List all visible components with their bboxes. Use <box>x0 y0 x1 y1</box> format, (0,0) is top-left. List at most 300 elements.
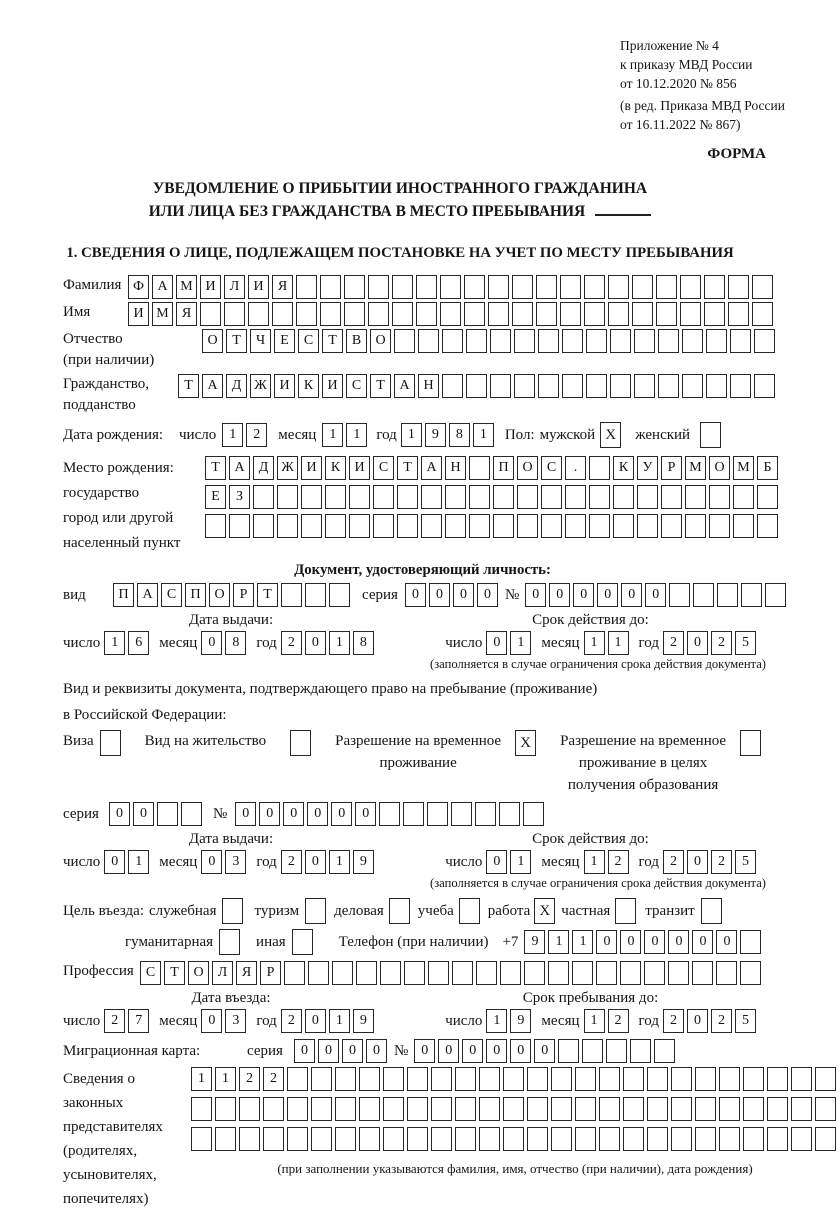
form-cell[interactable]: 0 <box>201 1009 222 1033</box>
form-cell[interactable] <box>647 1067 668 1091</box>
form-cell[interactable] <box>815 1067 836 1091</box>
form-cell[interactable]: 2 <box>711 631 732 655</box>
form-cell[interactable]: 0 <box>462 1039 483 1063</box>
form-cell[interactable] <box>586 329 607 353</box>
form-cell[interactable]: 0 <box>573 583 594 607</box>
form-cell[interactable]: 1 <box>104 631 125 655</box>
form-cell[interactable]: 5 <box>735 1009 756 1033</box>
form-cell[interactable]: И <box>200 275 221 299</box>
form-cell[interactable]: 1 <box>191 1067 212 1091</box>
form-cell[interactable]: 0 <box>687 631 708 655</box>
form-cell[interactable] <box>560 275 581 299</box>
form-cell[interactable]: Д <box>253 456 274 480</box>
form-cell[interactable]: Р <box>233 583 254 607</box>
form-cell[interactable] <box>584 302 605 326</box>
form-cell[interactable] <box>562 329 583 353</box>
form-cell[interactable] <box>757 514 778 538</box>
form-cell[interactable] <box>661 514 682 538</box>
form-cell[interactable]: 2 <box>281 631 302 655</box>
form-cell[interactable] <box>695 1097 716 1121</box>
form-cell[interactable] <box>311 1127 332 1151</box>
residence-permit-checkbox[interactable] <box>290 730 311 756</box>
form-cell[interactable]: М <box>176 275 197 299</box>
form-cell[interactable]: 0 <box>621 583 642 607</box>
form-cell[interactable] <box>479 1097 500 1121</box>
form-cell[interactable] <box>479 1067 500 1091</box>
form-cell[interactable] <box>224 302 245 326</box>
form-cell[interactable]: 3 <box>225 850 246 874</box>
form-cell[interactable] <box>320 275 341 299</box>
form-cell[interactable]: Б <box>757 456 778 480</box>
form-cell[interactable]: 0 <box>644 930 665 954</box>
purpose-tourism-checkbox[interactable] <box>305 898 326 924</box>
form-cell[interactable] <box>455 1127 476 1151</box>
form-cell[interactable]: 0 <box>687 1009 708 1033</box>
form-cell[interactable] <box>527 1067 548 1091</box>
form-cell[interactable]: Т <box>397 456 418 480</box>
form-cell[interactable]: 2 <box>663 631 684 655</box>
form-cell[interactable] <box>455 1067 476 1091</box>
form-cell[interactable]: 5 <box>735 631 756 655</box>
form-cell[interactable]: 1 <box>401 423 422 447</box>
form-cell[interactable]: 0 <box>716 930 737 954</box>
form-cell[interactable] <box>503 1067 524 1091</box>
form-cell[interactable]: 1 <box>346 423 367 447</box>
form-cell[interactable] <box>499 802 520 826</box>
form-cell[interactable]: Ж <box>250 374 271 398</box>
purpose-other-checkbox[interactable] <box>292 929 313 955</box>
form-cell[interactable] <box>157 802 178 826</box>
form-cell[interactable]: 1 <box>215 1067 236 1091</box>
form-cell[interactable]: 0 <box>283 802 304 826</box>
form-cell[interactable] <box>541 485 562 509</box>
form-cell[interactable] <box>716 961 737 985</box>
form-cell[interactable] <box>517 514 538 538</box>
form-cell[interactable] <box>215 1097 236 1121</box>
form-cell[interactable]: 2 <box>281 1009 302 1033</box>
form-cell[interactable] <box>488 275 509 299</box>
visa-checkbox[interactable] <box>100 730 121 756</box>
form-cell[interactable]: 9 <box>425 423 446 447</box>
form-cell[interactable] <box>575 1097 596 1121</box>
purpose-work-checkbox[interactable]: X <box>534 898 555 924</box>
form-cell[interactable] <box>620 961 641 985</box>
form-cell[interactable] <box>669 583 690 607</box>
form-cell[interactable] <box>661 485 682 509</box>
form-cell[interactable] <box>740 961 761 985</box>
form-cell[interactable]: М <box>733 456 754 480</box>
form-cell[interactable] <box>428 961 449 985</box>
form-cell[interactable] <box>637 514 658 538</box>
form-cell[interactable]: Ф <box>128 275 149 299</box>
form-cell[interactable]: С <box>346 374 367 398</box>
form-cell[interactable] <box>791 1127 812 1151</box>
form-cell[interactable]: 6 <box>128 631 149 655</box>
form-cell[interactable]: А <box>421 456 442 480</box>
form-cell[interactable] <box>442 329 463 353</box>
form-cell[interactable] <box>685 514 706 538</box>
form-cell[interactable] <box>623 1067 644 1091</box>
form-cell[interactable]: 2 <box>663 850 684 874</box>
form-cell[interactable] <box>469 514 490 538</box>
form-cell[interactable] <box>606 1039 627 1063</box>
form-cell[interactable]: Т <box>322 329 343 353</box>
form-cell[interactable] <box>277 485 298 509</box>
form-cell[interactable] <box>311 1067 332 1091</box>
form-cell[interactable]: М <box>685 456 706 480</box>
form-cell[interactable] <box>767 1127 788 1151</box>
form-cell[interactable] <box>623 1097 644 1121</box>
form-cell[interactable] <box>263 1097 284 1121</box>
form-cell[interactable] <box>608 275 629 299</box>
form-cell[interactable] <box>740 930 761 954</box>
form-cell[interactable] <box>301 485 322 509</box>
form-cell[interactable] <box>407 1127 428 1151</box>
form-cell[interactable]: З <box>229 485 250 509</box>
form-cell[interactable] <box>752 302 773 326</box>
form-cell[interactable]: 0 <box>477 583 498 607</box>
form-cell[interactable] <box>407 1097 428 1121</box>
form-cell[interactable] <box>476 961 497 985</box>
form-cell[interactable] <box>440 302 461 326</box>
form-cell[interactable] <box>512 275 533 299</box>
purpose-study-checkbox[interactable] <box>459 898 480 924</box>
form-cell[interactable] <box>596 961 617 985</box>
form-cell[interactable] <box>349 514 370 538</box>
form-cell[interactable]: 2 <box>281 850 302 874</box>
form-cell[interactable]: И <box>274 374 295 398</box>
form-cell[interactable] <box>359 1127 380 1151</box>
form-cell[interactable] <box>575 1067 596 1091</box>
form-cell[interactable]: 2 <box>104 1009 125 1033</box>
form-cell[interactable] <box>263 1127 284 1151</box>
form-cell[interactable] <box>503 1127 524 1151</box>
form-cell[interactable]: И <box>301 456 322 480</box>
form-cell[interactable] <box>475 802 496 826</box>
form-cell[interactable] <box>733 514 754 538</box>
form-cell[interactable]: 8 <box>449 423 470 447</box>
form-cell[interactable] <box>427 802 448 826</box>
form-cell[interactable] <box>524 961 545 985</box>
form-cell[interactable] <box>416 302 437 326</box>
form-cell[interactable]: Т <box>257 583 278 607</box>
form-cell[interactable]: Я <box>272 275 293 299</box>
form-cell[interactable]: 0 <box>687 850 708 874</box>
form-cell[interactable]: 1 <box>510 850 531 874</box>
purpose-business-checkbox[interactable] <box>389 898 410 924</box>
form-cell[interactable] <box>551 1067 572 1091</box>
form-cell[interactable] <box>671 1067 692 1091</box>
form-cell[interactable] <box>344 275 365 299</box>
form-cell[interactable] <box>311 1097 332 1121</box>
form-cell[interactable]: А <box>137 583 158 607</box>
form-cell[interactable]: В <box>346 329 367 353</box>
form-cell[interactable] <box>325 514 346 538</box>
form-cell[interactable] <box>613 514 634 538</box>
form-cell[interactable] <box>284 961 305 985</box>
form-cell[interactable] <box>647 1127 668 1151</box>
form-cell[interactable] <box>754 329 775 353</box>
purpose-official-checkbox[interactable] <box>222 898 243 924</box>
form-cell[interactable] <box>392 302 413 326</box>
form-cell[interactable]: 1 <box>329 1009 350 1033</box>
form-cell[interactable]: Р <box>260 961 281 985</box>
form-cell[interactable] <box>329 583 350 607</box>
form-cell[interactable] <box>503 1097 524 1121</box>
form-cell[interactable]: П <box>493 456 514 480</box>
form-cell[interactable]: 9 <box>524 930 545 954</box>
form-cell[interactable]: А <box>152 275 173 299</box>
form-cell[interactable] <box>272 302 293 326</box>
form-cell[interactable] <box>287 1067 308 1091</box>
form-cell[interactable]: 0 <box>486 1039 507 1063</box>
form-cell[interactable] <box>680 275 701 299</box>
form-cell[interactable]: 1 <box>584 1009 605 1033</box>
form-cell[interactable]: А <box>202 374 223 398</box>
form-cell[interactable]: Т <box>178 374 199 398</box>
form-cell[interactable] <box>239 1097 260 1121</box>
form-cell[interactable]: А <box>394 374 415 398</box>
form-cell[interactable] <box>658 329 679 353</box>
form-cell[interactable]: 0 <box>305 631 326 655</box>
form-cell[interactable] <box>418 329 439 353</box>
form-cell[interactable] <box>671 1097 692 1121</box>
form-cell[interactable]: 0 <box>235 802 256 826</box>
form-cell[interactable]: 8 <box>225 631 246 655</box>
form-cell[interactable] <box>527 1127 548 1151</box>
form-cell[interactable] <box>695 1127 716 1151</box>
form-cell[interactable]: 0 <box>620 930 641 954</box>
form-cell[interactable] <box>368 302 389 326</box>
form-cell[interactable]: 3 <box>225 1009 246 1033</box>
form-cell[interactable] <box>565 485 586 509</box>
form-cell[interactable] <box>205 514 226 538</box>
form-cell[interactable] <box>466 329 487 353</box>
form-cell[interactable] <box>685 485 706 509</box>
form-cell[interactable] <box>551 1127 572 1151</box>
form-cell[interactable] <box>582 1039 603 1063</box>
form-cell[interactable]: 2 <box>663 1009 684 1033</box>
form-cell[interactable] <box>469 485 490 509</box>
form-cell[interactable] <box>248 302 269 326</box>
form-cell[interactable] <box>589 485 610 509</box>
form-cell[interactable]: 0 <box>305 1009 326 1033</box>
form-cell[interactable] <box>394 329 415 353</box>
form-cell[interactable]: 2 <box>263 1067 284 1091</box>
temp-residence-checkbox[interactable]: X <box>515 730 536 756</box>
form-cell[interactable]: К <box>325 456 346 480</box>
form-cell[interactable] <box>791 1067 812 1091</box>
form-cell[interactable] <box>335 1067 356 1091</box>
form-cell[interactable]: 0 <box>307 802 328 826</box>
form-cell[interactable] <box>575 1127 596 1151</box>
form-cell[interactable]: Т <box>164 961 185 985</box>
form-cell[interactable]: Д <box>226 374 247 398</box>
form-cell[interactable] <box>671 1127 692 1151</box>
form-cell[interactable]: О <box>709 456 730 480</box>
form-cell[interactable]: Я <box>236 961 257 985</box>
form-cell[interactable]: 0 <box>342 1039 363 1063</box>
form-cell[interactable] <box>383 1097 404 1121</box>
form-cell[interactable] <box>332 961 353 985</box>
form-cell[interactable]: 0 <box>294 1039 315 1063</box>
form-cell[interactable] <box>383 1127 404 1151</box>
form-cell[interactable]: П <box>185 583 206 607</box>
form-cell[interactable] <box>301 514 322 538</box>
form-cell[interactable]: С <box>161 583 182 607</box>
form-cell[interactable]: 1 <box>329 631 350 655</box>
form-cell[interactable]: 0 <box>510 1039 531 1063</box>
form-cell[interactable] <box>403 802 424 826</box>
form-cell[interactable]: 9 <box>510 1009 531 1033</box>
form-cell[interactable]: Е <box>274 329 295 353</box>
form-cell[interactable]: Т <box>226 329 247 353</box>
form-cell[interactable] <box>558 1039 579 1063</box>
form-cell[interactable] <box>586 374 607 398</box>
form-cell[interactable] <box>305 583 326 607</box>
form-cell[interactable] <box>442 374 463 398</box>
form-cell[interactable] <box>757 485 778 509</box>
form-cell[interactable]: О <box>209 583 230 607</box>
form-cell[interactable] <box>191 1097 212 1121</box>
form-cell[interactable]: Л <box>212 961 233 985</box>
form-cell[interactable] <box>647 1097 668 1121</box>
form-cell[interactable]: С <box>140 961 161 985</box>
form-cell[interactable] <box>373 514 394 538</box>
form-cell[interactable]: 2 <box>608 850 629 874</box>
form-cell[interactable]: О <box>370 329 391 353</box>
form-cell[interactable] <box>416 275 437 299</box>
form-cell[interactable] <box>730 329 751 353</box>
form-cell[interactable]: 0 <box>133 802 154 826</box>
form-cell[interactable]: 1 <box>608 631 629 655</box>
form-cell[interactable] <box>421 485 442 509</box>
form-cell[interactable] <box>359 1067 380 1091</box>
form-cell[interactable]: 5 <box>735 850 756 874</box>
form-cell[interactable] <box>308 961 329 985</box>
form-cell[interactable] <box>730 374 751 398</box>
form-cell[interactable] <box>599 1097 620 1121</box>
form-cell[interactable] <box>709 485 730 509</box>
form-cell[interactable] <box>668 961 689 985</box>
form-cell[interactable]: Н <box>445 456 466 480</box>
form-cell[interactable] <box>680 302 701 326</box>
form-cell[interactable] <box>431 1127 452 1151</box>
form-cell[interactable] <box>296 275 317 299</box>
form-cell[interactable] <box>599 1127 620 1151</box>
form-cell[interactable]: 2 <box>608 1009 629 1033</box>
form-cell[interactable]: Ж <box>277 456 298 480</box>
form-cell[interactable] <box>523 802 544 826</box>
form-cell[interactable]: И <box>248 275 269 299</box>
purpose-private-checkbox[interactable] <box>615 898 636 924</box>
form-cell[interactable] <box>397 485 418 509</box>
form-cell[interactable]: 0 <box>692 930 713 954</box>
form-cell[interactable]: 9 <box>353 1009 374 1033</box>
form-cell[interactable] <box>752 275 773 299</box>
form-cell[interactable] <box>767 1097 788 1121</box>
form-cell[interactable]: 0 <box>414 1039 435 1063</box>
form-cell[interactable]: 0 <box>534 1039 555 1063</box>
form-cell[interactable]: 0 <box>104 850 125 874</box>
form-cell[interactable] <box>634 374 655 398</box>
form-cell[interactable] <box>695 1067 716 1091</box>
form-cell[interactable] <box>541 514 562 538</box>
purpose-humanitarian-checkbox[interactable] <box>219 929 240 955</box>
form-cell[interactable]: 0 <box>486 850 507 874</box>
form-cell[interactable] <box>692 961 713 985</box>
form-cell[interactable] <box>514 329 535 353</box>
temp-residence-education-checkbox[interactable] <box>740 730 761 756</box>
form-cell[interactable]: 0 <box>525 583 546 607</box>
form-cell[interactable] <box>296 302 317 326</box>
form-cell[interactable]: 0 <box>109 802 130 826</box>
form-cell[interactable] <box>253 485 274 509</box>
form-cell[interactable] <box>451 802 472 826</box>
form-cell[interactable]: 0 <box>405 583 426 607</box>
form-cell[interactable] <box>517 485 538 509</box>
form-cell[interactable] <box>743 1097 764 1121</box>
form-cell[interactable]: И <box>128 302 149 326</box>
form-cell[interactable] <box>693 583 714 607</box>
form-cell[interactable]: 0 <box>438 1039 459 1063</box>
form-cell[interactable] <box>335 1097 356 1121</box>
purpose-transit-checkbox[interactable] <box>701 898 722 924</box>
form-cell[interactable] <box>380 961 401 985</box>
form-cell[interactable] <box>191 1127 212 1151</box>
form-cell[interactable]: 8 <box>353 631 374 655</box>
form-cell[interactable] <box>562 374 583 398</box>
form-cell[interactable] <box>538 374 559 398</box>
form-cell[interactable]: 0 <box>366 1039 387 1063</box>
form-cell[interactable]: 0 <box>597 583 618 607</box>
form-cell[interactable]: М <box>152 302 173 326</box>
form-cell[interactable]: К <box>613 456 634 480</box>
form-cell[interactable]: И <box>349 456 370 480</box>
form-cell[interactable] <box>514 374 535 398</box>
form-cell[interactable] <box>431 1097 452 1121</box>
form-cell[interactable]: 1 <box>584 631 605 655</box>
form-cell[interactable] <box>404 961 425 985</box>
form-cell[interactable] <box>287 1097 308 1121</box>
form-cell[interactable] <box>656 275 677 299</box>
form-cell[interactable] <box>706 329 727 353</box>
form-cell[interactable]: 2 <box>246 423 267 447</box>
form-cell[interactable] <box>379 802 400 826</box>
form-cell[interactable] <box>610 329 631 353</box>
form-cell[interactable] <box>658 374 679 398</box>
form-cell[interactable] <box>469 456 490 480</box>
form-cell[interactable]: Е <box>205 485 226 509</box>
form-cell[interactable] <box>584 275 605 299</box>
form-cell[interactable] <box>709 514 730 538</box>
form-cell[interactable]: 0 <box>201 850 222 874</box>
form-cell[interactable]: 1 <box>510 631 531 655</box>
form-cell[interactable]: П <box>113 583 134 607</box>
form-cell[interactable] <box>344 302 365 326</box>
form-cell[interactable] <box>551 1097 572 1121</box>
form-cell[interactable] <box>719 1067 740 1091</box>
form-cell[interactable]: 1 <box>128 850 149 874</box>
form-cell[interactable] <box>527 1097 548 1121</box>
form-cell[interactable] <box>320 302 341 326</box>
form-cell[interactable] <box>632 275 653 299</box>
form-cell[interactable]: 9 <box>353 850 374 874</box>
form-cell[interactable] <box>634 329 655 353</box>
form-cell[interactable]: . <box>565 456 586 480</box>
form-cell[interactable] <box>613 485 634 509</box>
form-cell[interactable] <box>455 1097 476 1121</box>
